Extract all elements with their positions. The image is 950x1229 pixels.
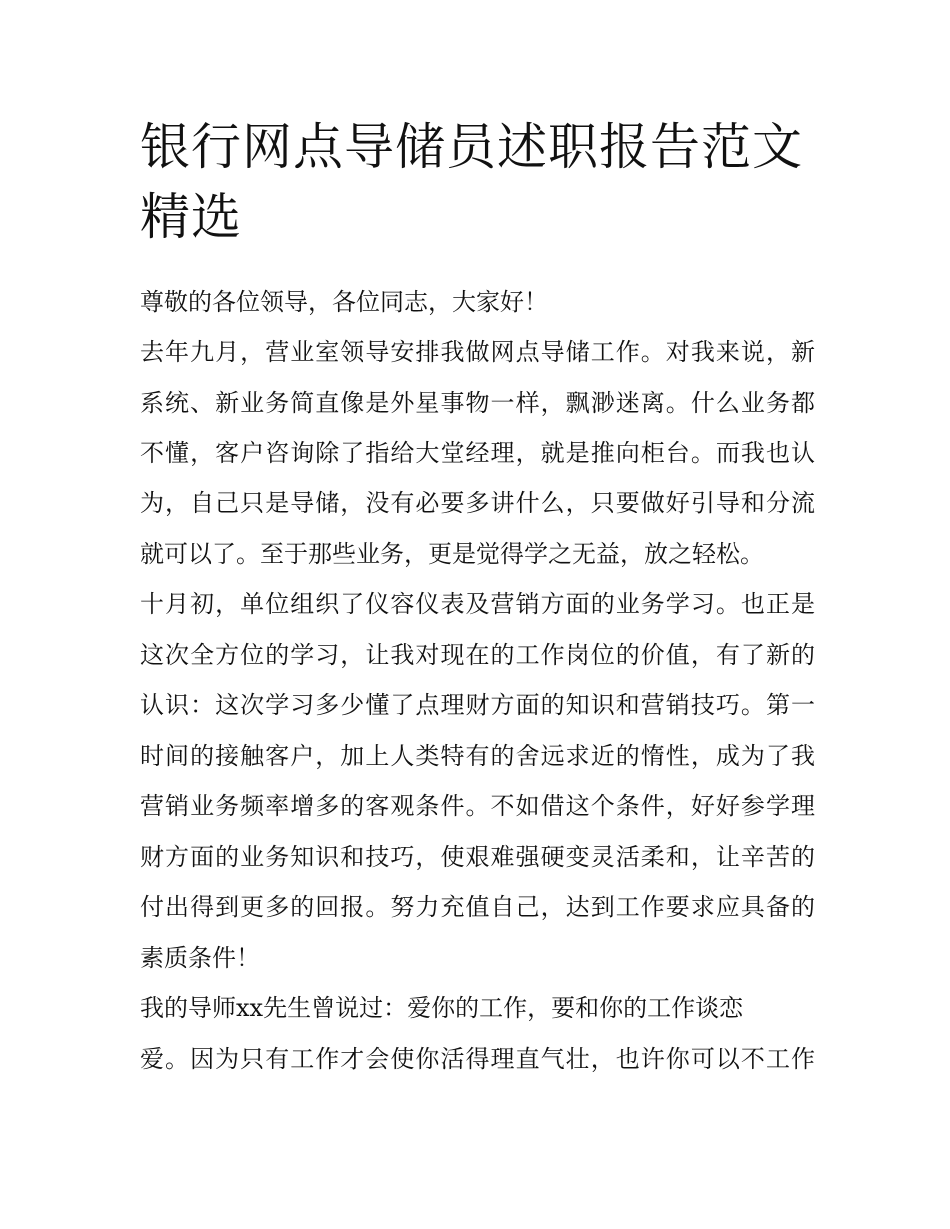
paragraph-line: 十月初，单位组织了仪容仪表及营销方面的业务学习。也正是: [140, 590, 815, 618]
paragraph-line: 认识：这次学习多少懂了点理财方面的知识和营销技巧。第一: [140, 691, 815, 719]
paragraph-line: 为，自己只是导储，没有必要多讲什么，只要做好引导和分流: [140, 489, 815, 517]
paragraph-line: 营销业务频率增多的客观条件。不如借这个条件，好好参学理: [140, 792, 815, 820]
paragraph-line: 不懂，客户咨询除了指给大堂经理，就是推向柜台。而我也认: [140, 439, 815, 467]
paragraph-line: 这次全方位的学习，让我对现在的工作岗位的价值，有了新的: [140, 641, 815, 669]
paragraph-line: 系统、新业务简直像是外星事物一样，飘渺迷离。什么业务都: [140, 389, 815, 417]
paragraph-line: 财方面的业务知识和技巧，使艰难强硬变灵活柔和，让辛苦的: [140, 843, 815, 871]
paragraph-line: 去年九月，营业室领导安排我做网点导储工作。对我来说，新: [140, 338, 815, 366]
paragraph-line: 时间的接触客户，加上人类特有的舍远求近的惰性，成为了我: [140, 742, 815, 770]
paragraph-line: 就可以了。至于那些业务，更是觉得学之无益，放之轻松。: [140, 540, 764, 568]
paragraph-line: 爱。因为只有工作才会使你活得理直气壮，也许你可以不工作: [140, 1045, 815, 1073]
greeting-line: 尊敬的各位领导，各位同志，大家好！: [140, 288, 548, 316]
paragraph-line: 我的导师xx先生曾说过：爱你的工作，要和你的工作谈恋: [140, 994, 744, 1022]
paragraph-line: 素质条件！: [140, 944, 260, 972]
document-title: 银行网点导储员述职报告范文精选: [140, 118, 803, 246]
paragraph-line: 付出得到更多的回报。努力充值自己，达到工作要求应具备的: [140, 893, 815, 921]
